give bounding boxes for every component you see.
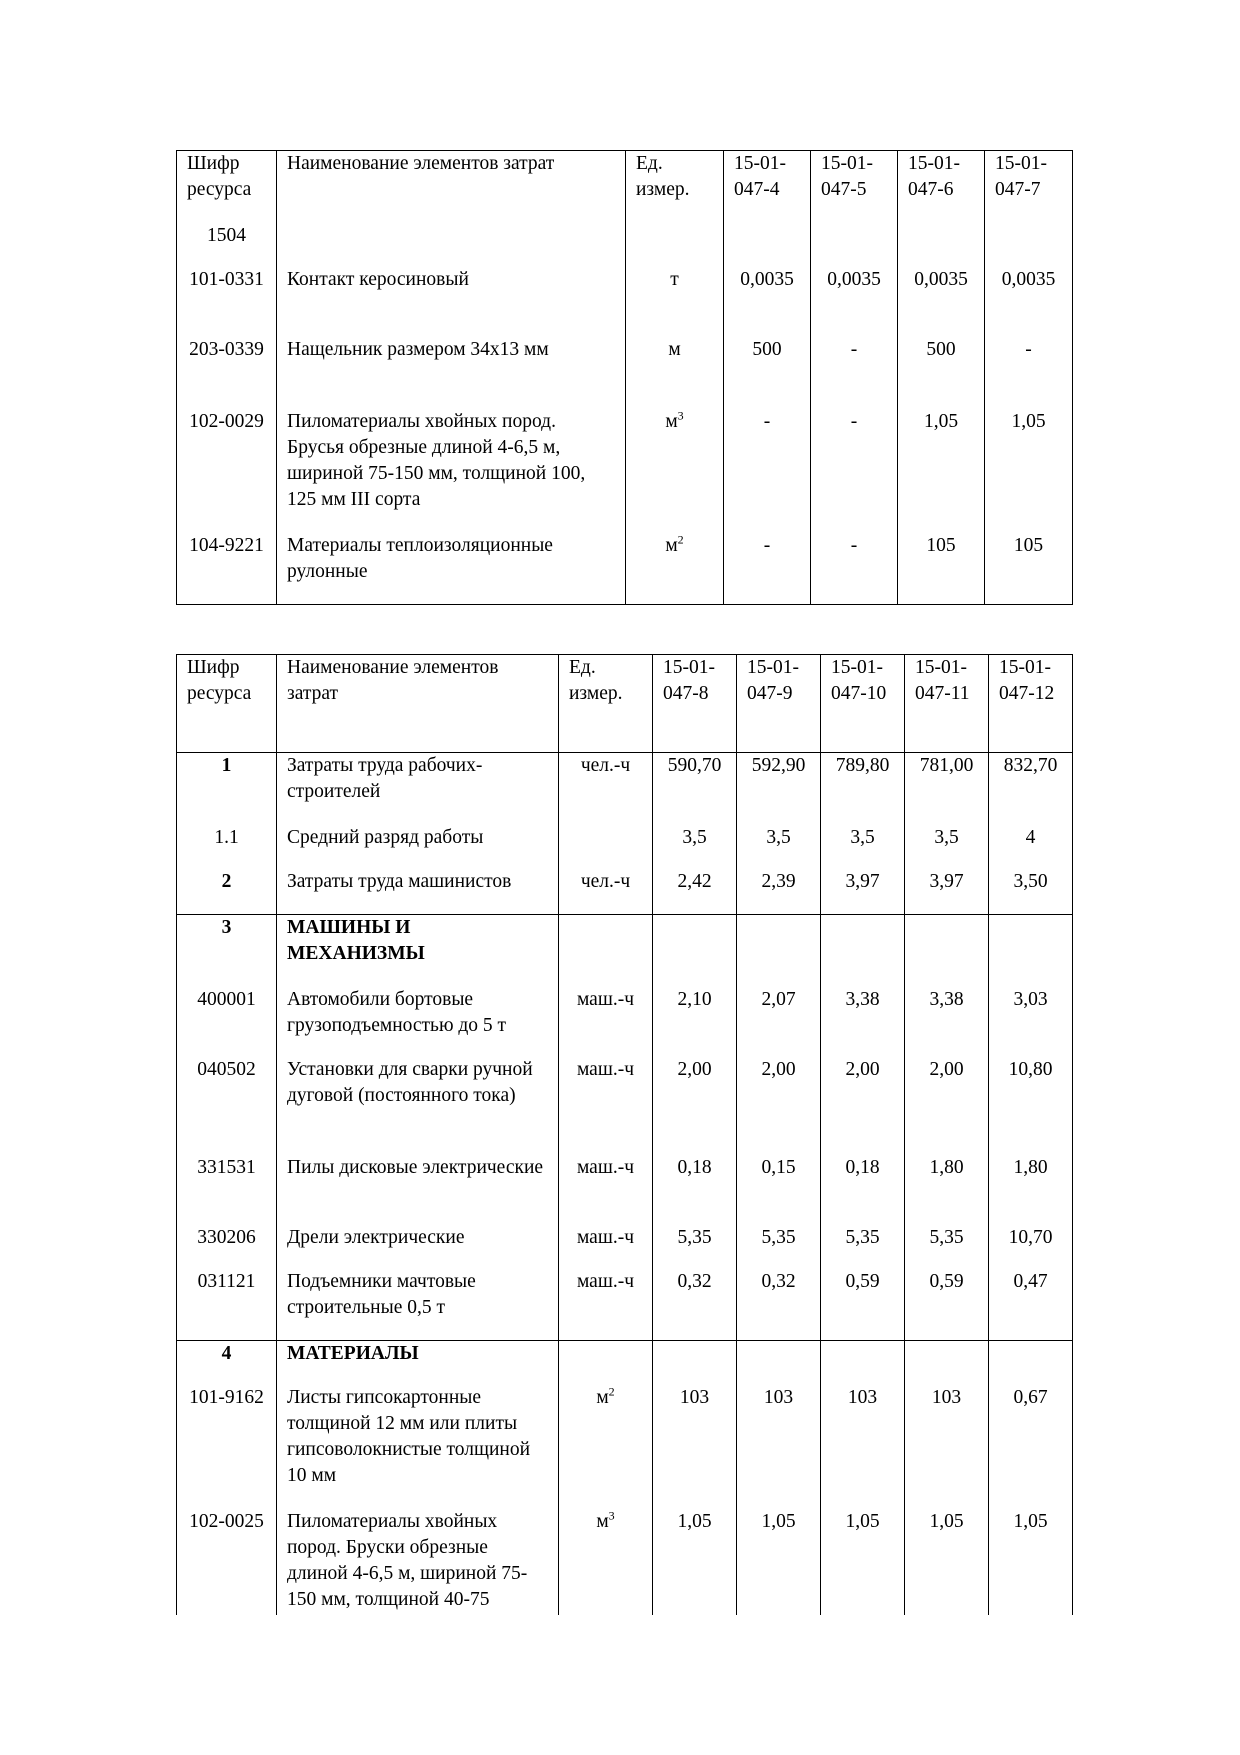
header-unit: Ед. измер. — [559, 655, 653, 753]
table-row — [177, 987, 1073, 1057]
header-col: 15-01-047-12 — [989, 655, 1073, 753]
row-code: 2 — [177, 869, 277, 915]
row-code: 1.1 — [177, 825, 277, 869]
row-value: - — [724, 409, 811, 533]
row-code: 104-9221 — [177, 533, 277, 605]
header-col: 15-01-047-5 — [811, 151, 898, 223]
row-value: 1,05 — [898, 409, 985, 533]
table-row — [177, 869, 1073, 915]
row-value: 0,18 — [821, 1155, 905, 1225]
row-value: 0,0035 — [985, 267, 1073, 337]
row-unit — [559, 825, 653, 869]
row-value: 0,0035 — [811, 267, 898, 337]
row-unit: маш.-ч — [559, 1155, 653, 1225]
row-value: - — [811, 533, 898, 605]
row-value: 1,05 — [653, 1509, 737, 1615]
row-value — [821, 915, 905, 987]
row-value: 500 — [724, 337, 811, 409]
row-value: 105 — [898, 533, 985, 605]
row-value: - — [724, 533, 811, 605]
header-name: Наименование элементов затрат — [277, 655, 559, 753]
row-unit: маш.-ч — [559, 1269, 653, 1341]
table-row — [177, 825, 1073, 869]
row-value: 2,42 — [653, 869, 737, 915]
row-name: Контакт керосиновый — [277, 267, 626, 337]
unit-superscript: 3 — [608, 1508, 615, 1522]
row-code: 4 — [177, 1341, 277, 1385]
table-row — [177, 753, 1073, 825]
row-value: 2,00 — [821, 1057, 905, 1155]
header-col: 15-01-047-8 — [653, 655, 737, 753]
row-value — [724, 223, 811, 267]
row-unit — [626, 223, 724, 267]
row-code: 331531 — [177, 1155, 277, 1225]
row-name — [277, 223, 626, 267]
table-row — [177, 533, 1073, 605]
row-name: Затраты труда машинистов — [277, 869, 559, 915]
row-code: 101-9162 — [177, 1385, 277, 1509]
row-value: 103 — [653, 1385, 737, 1509]
row-unit — [626, 533, 724, 605]
row-value: 2,39 — [737, 869, 821, 915]
table-row — [177, 1509, 1073, 1615]
row-value — [989, 915, 1073, 987]
row-code: 102-0029 — [177, 409, 277, 533]
row-name: Автомобили бортовые грузоподъемностью до 5 т — [277, 987, 559, 1057]
row-value: - — [811, 337, 898, 409]
row-unit — [559, 915, 653, 987]
unit-superscript: 2 — [608, 1384, 615, 1398]
row-value: 5,35 — [821, 1225, 905, 1269]
row-value: 1,05 — [905, 1509, 989, 1615]
row-unit: маш.-ч — [559, 1225, 653, 1269]
row-unit: маш.-ч — [559, 1057, 653, 1155]
header-col: 15-01-047-6 — [898, 151, 985, 223]
row-code: 101-0331 — [177, 267, 277, 337]
row-value: 3,38 — [905, 987, 989, 1057]
row-value: 500 — [898, 337, 985, 409]
row-code: 040502 — [177, 1057, 277, 1155]
row-value: 2,10 — [653, 987, 737, 1057]
row-name: МАШИНЫ И МЕХАНИЗМЫ — [277, 915, 559, 987]
row-value: 105 — [985, 533, 1073, 605]
row-unit: м — [626, 337, 724, 409]
row-value: 103 — [737, 1385, 821, 1509]
row-value: 0,0035 — [898, 267, 985, 337]
table-row — [177, 1155, 1073, 1225]
row-value: 103 — [821, 1385, 905, 1509]
header-col: 15-01-047-4 — [724, 151, 811, 223]
row-unit — [559, 1341, 653, 1385]
resource-table-2 — [176, 654, 1073, 1615]
row-value — [737, 915, 821, 987]
table-row — [177, 409, 1073, 533]
table-row — [177, 337, 1073, 409]
row-value: 2,00 — [905, 1057, 989, 1155]
row-value: 0,18 — [653, 1155, 737, 1225]
row-unit: чел.-ч — [559, 869, 653, 915]
row-name: Средний разряд работы — [277, 825, 559, 869]
row-code: 1 — [177, 753, 277, 825]
table-row — [177, 1385, 1073, 1509]
row-value: 0,59 — [821, 1269, 905, 1341]
row-value: 2,07 — [737, 987, 821, 1057]
row-value: 3,97 — [821, 869, 905, 915]
row-code: 031121 — [177, 1269, 277, 1341]
row-name: Дрели электрические — [277, 1225, 559, 1269]
row-value: 103 — [905, 1385, 989, 1509]
row-value: 781,00 — [905, 753, 989, 825]
row-value: 590,70 — [653, 753, 737, 825]
row-value: 3,5 — [821, 825, 905, 869]
header-col: 15-01-047-7 — [985, 151, 1073, 223]
row-value: 0,47 — [989, 1269, 1073, 1341]
row-value: 0,67 — [989, 1385, 1073, 1509]
row-value — [653, 915, 737, 987]
table-row — [177, 1225, 1073, 1269]
row-value: 1,05 — [985, 409, 1073, 533]
row-value: 3,50 — [989, 869, 1073, 915]
row-value: 1,05 — [989, 1509, 1073, 1615]
row-name: Материалы теплоизоляционные рулонные — [277, 533, 626, 605]
header-unit: Ед. измер. — [626, 151, 724, 223]
row-value: 0,59 — [905, 1269, 989, 1341]
row-value: 3,5 — [905, 825, 989, 869]
row-value — [898, 223, 985, 267]
row-value — [811, 223, 898, 267]
row-code: 1504 — [177, 223, 277, 267]
row-value — [737, 1341, 821, 1385]
row-value: 10,70 — [989, 1225, 1073, 1269]
table-row — [177, 1057, 1073, 1155]
row-value: 5,35 — [737, 1225, 821, 1269]
row-name: Пиломатериалы хвойных пород. Бруски обрезные длиной 4-6,5 м, шириной 75-150 мм, толщиной 40-75 — [277, 1509, 559, 1615]
row-value — [985, 223, 1073, 267]
row-value: 1,80 — [989, 1155, 1073, 1225]
row-name: Подъемники мачтовые строительные 0,5 т — [277, 1269, 559, 1341]
unit-superscript: 3 — [677, 408, 684, 422]
unit-text: м — [596, 1386, 609, 1408]
row-value: 10,80 — [989, 1057, 1073, 1155]
row-name: Нащельник размером 34х13 мм — [277, 337, 626, 409]
table-row — [177, 1341, 1073, 1385]
unit-text: м — [596, 1510, 609, 1532]
row-code: 330206 — [177, 1225, 277, 1269]
row-name-text: Затраты труда рабочих-строителей — [287, 755, 483, 802]
row-unit: чел.-ч — [559, 753, 653, 825]
row-unit: маш.-ч — [559, 987, 653, 1057]
row-unit: т — [626, 267, 724, 337]
table-row — [177, 267, 1073, 337]
row-value: 5,35 — [653, 1225, 737, 1269]
row-value: 0,32 — [737, 1269, 821, 1341]
row-value: 3,03 — [989, 987, 1073, 1057]
row-value — [821, 1341, 905, 1385]
row-value: 0,15 — [737, 1155, 821, 1225]
row-value: 3,97 — [905, 869, 989, 915]
row-value: 0,32 — [653, 1269, 737, 1341]
row-name: Листы гипсокартонные толщиной 12 мм или плиты гипсоволокнистые толщиной 10 мм — [277, 1385, 559, 1509]
row-value: 3,5 — [737, 825, 821, 869]
header-col: 15-01-047-11 — [905, 655, 989, 753]
unit-text: м — [665, 534, 678, 556]
row-value: 1,05 — [737, 1509, 821, 1615]
row-value — [905, 1341, 989, 1385]
row-value: 1,05 — [821, 1509, 905, 1615]
row-name — [277, 753, 559, 825]
row-unit — [559, 1385, 653, 1509]
table-row — [177, 223, 1073, 267]
row-name: МАТЕРИАЛЫ — [277, 1341, 559, 1385]
row-code: 3 — [177, 915, 277, 987]
row-code: 203-0339 — [177, 337, 277, 409]
header-code: Шифр ресурса — [177, 151, 277, 223]
row-value: 1,80 — [905, 1155, 989, 1225]
header-code: Шифр ресурса — [177, 655, 277, 753]
row-unit — [559, 1509, 653, 1615]
row-code: 400001 — [177, 987, 277, 1057]
resource-table-1 — [176, 150, 1073, 605]
row-value: 789,80 — [821, 753, 905, 825]
row-value: 2,00 — [737, 1057, 821, 1155]
table-header-row — [177, 151, 1073, 223]
row-value: 832,70 — [989, 753, 1073, 825]
table-row — [177, 915, 1073, 987]
row-value: 4 — [989, 825, 1073, 869]
row-value: 3,5 — [653, 825, 737, 869]
row-value — [989, 1341, 1073, 1385]
row-name: Пиломатериалы хвойных пород. Брусья обрезные длиной 4-6,5 м, шириной 75-150 мм, толщиной 100, 125 мм III сорта — [277, 409, 626, 533]
row-code: 102-0025 — [177, 1509, 277, 1615]
row-value: 0,0035 — [724, 267, 811, 337]
row-value: 5,35 — [905, 1225, 989, 1269]
unit-superscript: 2 — [677, 532, 684, 546]
row-name: Установки для сварки ручной дуговой (постоянного тока) — [277, 1057, 559, 1155]
row-value: 3,38 — [821, 987, 905, 1057]
header-name: Наименование элементов затрат — [277, 151, 626, 223]
unit-text: м — [665, 410, 678, 432]
row-value: - — [985, 337, 1073, 409]
row-name: Пилы дисковые электрические — [277, 1155, 559, 1225]
table-row — [177, 1269, 1073, 1341]
row-value — [905, 915, 989, 987]
header-col: 15-01-047-10 — [821, 655, 905, 753]
row-unit — [626, 409, 724, 533]
row-value: 592,90 — [737, 753, 821, 825]
header-col: 15-01-047-9 — [737, 655, 821, 753]
table-header-row — [177, 655, 1073, 753]
row-value — [653, 1341, 737, 1385]
row-value: - — [811, 409, 898, 533]
row-value: 2,00 — [653, 1057, 737, 1155]
